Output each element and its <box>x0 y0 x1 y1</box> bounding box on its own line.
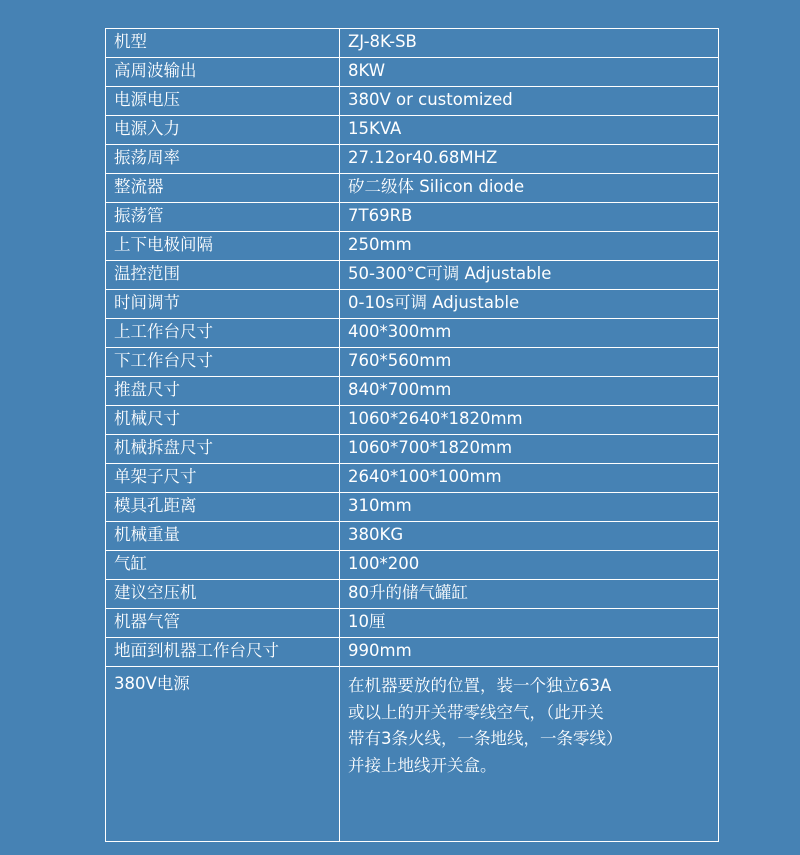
table-row <box>106 493 719 522</box>
spec-value: 380V or customized <box>340 87 719 116</box>
spec-label: 温控范围 <box>106 261 340 290</box>
note-line: 带有3条火线，一条地线，一条零线） <box>348 729 623 749</box>
spec-value: ZJ-8K-SB <box>340 29 719 58</box>
table-body <box>106 29 719 842</box>
spec-label: 电源电压 <box>106 87 340 116</box>
table-row <box>106 87 719 116</box>
table-row <box>106 203 719 232</box>
table-row <box>106 464 719 493</box>
spec-value: 100*200 <box>340 551 719 580</box>
table-row <box>106 174 719 203</box>
spec-label: 机械拆盘尺寸 <box>106 435 340 464</box>
spec-label: 模具孔距离 <box>106 493 340 522</box>
spec-value: 27.12or40.68MHZ <box>340 145 719 174</box>
spec-value: 990mm <box>340 638 719 667</box>
table-row <box>106 348 719 377</box>
table-row <box>106 145 719 174</box>
spec-value: 矽二级体 Silicon diode <box>340 174 719 203</box>
spec-value: 250mm <box>340 232 719 261</box>
table-row <box>106 116 719 145</box>
spec-value: 1060*2640*1820mm <box>340 406 719 435</box>
table-row <box>106 551 719 580</box>
table-row <box>106 580 719 609</box>
spec-label: 推盘尺寸 <box>106 377 340 406</box>
specification-table <box>105 28 719 842</box>
spec-value: 0-10s可调 Adjustable <box>340 290 719 319</box>
table-row <box>106 638 719 667</box>
spec-value: 400*300mm <box>340 319 719 348</box>
spec-label: 高周波输出 <box>106 58 340 87</box>
table-row <box>106 232 719 261</box>
spec-value: 15KVA <box>340 116 719 145</box>
table-row <box>106 435 719 464</box>
note-line: 在机器要放的位置，装一个独立63A <box>348 676 612 695</box>
spec-label: 机型 <box>106 29 340 58</box>
spec-label: 机械重量 <box>106 522 340 551</box>
spec-label: 上工作台尺寸 <box>106 319 340 348</box>
spec-value: 80升的储气罐缸 <box>340 580 719 609</box>
spec-value: 1060*700*1820mm <box>340 435 719 464</box>
spec-value: 7T69RB <box>340 203 719 232</box>
spec-label: 振荡管 <box>106 203 340 232</box>
note-line: 或以上的开关带零线空气，（此开关 <box>348 702 604 722</box>
spec-label: 地面到机器工作台尺寸 <box>106 638 340 667</box>
spec-label: 气缸 <box>106 551 340 580</box>
spec-label: 上下电极间隔 <box>106 232 340 261</box>
spec-value: 310mm <box>340 493 719 522</box>
spec-value: 380KG <box>340 522 719 551</box>
spec-value-note <box>340 667 719 842</box>
spec-label: 建议空压机 <box>106 580 340 609</box>
spec-label: 机器气管 <box>106 609 340 638</box>
spec-label: 振荡周率 <box>106 145 340 174</box>
spec-value: 840*700mm <box>340 377 719 406</box>
table-row <box>106 406 719 435</box>
spec-label: 380V电源 <box>106 667 340 842</box>
table-row-note <box>106 667 719 842</box>
spec-label: 单架子尺寸 <box>106 464 340 493</box>
spec-value: 8KW <box>340 58 719 87</box>
spec-value: 760*560mm <box>340 348 719 377</box>
table-row <box>106 290 719 319</box>
table-row <box>106 29 719 58</box>
spec-label: 整流器 <box>106 174 340 203</box>
spec-value: 2640*100*100mm <box>340 464 719 493</box>
table-row <box>106 261 719 290</box>
spec-label: 时间调节 <box>106 290 340 319</box>
table-row <box>106 377 719 406</box>
table-row <box>106 522 719 551</box>
spec-label: 电源入力 <box>106 116 340 145</box>
table-row <box>106 319 719 348</box>
spec-label: 下工作台尺寸 <box>106 348 340 377</box>
spec-value: 50-300°C可调 Adjustable <box>340 261 719 290</box>
table-row <box>106 58 719 87</box>
note-line: 并接上地线开关盒。 <box>348 756 497 776</box>
spec-label: 机械尺寸 <box>106 406 340 435</box>
spec-value: 10厘 <box>340 609 719 638</box>
table-row <box>106 609 719 638</box>
